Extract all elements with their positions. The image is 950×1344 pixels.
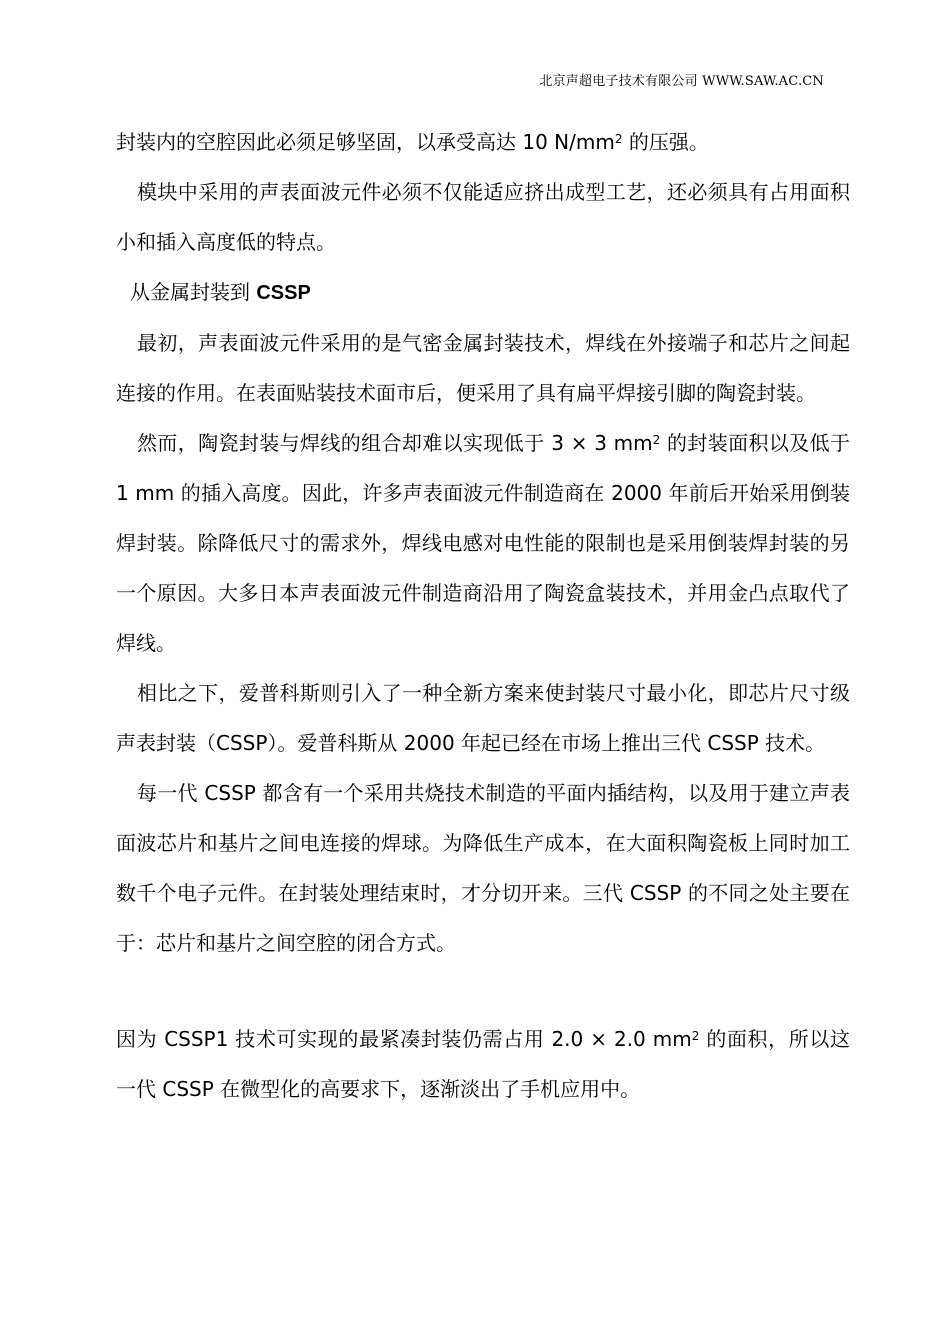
paragraph-5: 相比之下，爱普科斯则引入了一种全新方案来使封装尺寸最小化，即芯片尺寸级声表封装（CSSP）。爱普科斯从 2000 年起已经在市场上推出三代 CSSP 技术。 <box>116 681 850 755</box>
paragraph-4-text: 然而，陶瓷封装与焊线的组合却难以实现低于 3 × 3 mm <box>137 431 653 455</box>
paragraph-4 <box>116 418 850 668</box>
section-heading-bold: CSSP <box>256 282 311 304</box>
document-body <box>116 117 850 1114</box>
paragraph-7-tail: 的面积，所以这一代 CSSP 在微型化的高要求下，逐渐淡出了手机应用中。 <box>116 1027 851 1101</box>
paragraph-7 <box>116 1014 850 1114</box>
paragraph-2: 模块中采用的声表面波元件必须不仅能适应挤出成型工艺，还必须具有占用面积小和插入高度低的特点。 <box>116 180 850 254</box>
superscript-2: 2 <box>652 433 661 447</box>
paragraph-6: 每一代 CSSP 都含有一个采用共烧技术制造的平面内插结构，以及用于建立声表面波芯片和基片之间电连接的焊球。为降低生产成本，在大面积陶瓷板上同时加工数千个电子元件。在封装处理结束时，才分切开来。三代 CSSP 的不同之处主要在于：芯片和基片之间空腔的闭合方式。 <box>116 781 850 955</box>
superscript-2: 2 <box>614 132 623 146</box>
page-header <box>539 70 824 89</box>
paragraph-1-tail: 的压强。 <box>622 130 709 154</box>
paragraph-3: 最初，声表面波元件采用的是气密金属封装技术，焊线在外接端子和芯片之间起连接的作用。在表面贴装技术面市后，便采用了具有扁平焊接引脚的陶瓷封装。 <box>116 331 850 405</box>
paragraph-1-text: 封装内的空腔因此必须足够坚固，以承受高达 10 N/mm <box>116 130 615 154</box>
paragraph-7-text: 因为 CSSP1 技术可实现的最紧凑封装仍需占用 2.0 × 2.0 mm <box>116 1027 692 1051</box>
superscript-2: 2 <box>691 1029 700 1043</box>
paragraph-gap <box>116 968 850 1014</box>
paragraph-4-tail: 的封装面积以及低于 1 mm 的插入高度。因此，许多声表面波元件制造商在 2000 年前后开始采用倒装焊封装。除降低尺寸的需求外，焊线电感对电性能的限制也是采用倒装焊封装的另一个原因。大多日本声表面波元件制造商沿用了陶瓷盒装技术，并用金凸点取代了焊线。 <box>116 431 851 655</box>
header-text: 北京声超电子技术有限公司 WWW.SAW.AC.CN <box>539 74 824 89</box>
section-heading-prefix: 从金属封装到 <box>130 280 257 304</box>
paragraph-1 <box>116 117 850 167</box>
section-heading <box>116 267 850 318</box>
